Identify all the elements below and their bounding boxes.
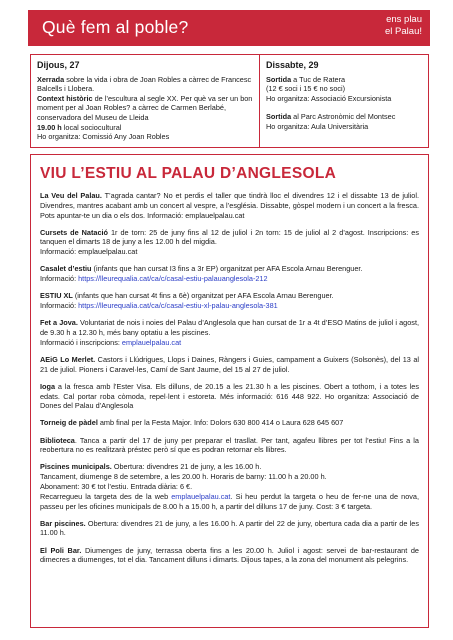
activity-poli-bar [40, 546, 419, 566]
header-tagline [385, 14, 422, 38]
activity-title: Casalet d’estiu [40, 264, 92, 274]
event-organizer: Ho organitza: Comissió Any Joan Robles [37, 132, 170, 142]
tagline-line-1: ens plau [386, 14, 422, 25]
activity-text: Voluntariat de nois i noies del Palau d’Anglesola que han cursat de 1r a 4t d’ESO Matins de juliol i agost, de 9.30 h a 12.30 h, més bany optatiu a les piscines. [40, 318, 420, 337]
activity-fet-a-jova [40, 318, 419, 347]
activity-text: Abonament: 30 € tot l’estiu. Entrada diària: 6 €. [40, 482, 193, 491]
event-item-title: Xerrada [37, 74, 65, 84]
activity-title: Torneig de pàdel [40, 418, 98, 428]
activity-text: a la fresca amb l’Ester Visa. Els dilluns, de 20.15 a les 21.30 h a les piscines. Obert a tothom, i a totes les edats. Cal portar roba còmoda, repel·lent i estoreta. Més informació: 616 448 922. Ho organitza: Associació de Dones del Palau d’Anglesola [40, 381, 419, 411]
activity-info-label: Informació: [40, 274, 79, 284]
activity-text: Obertura: divendres 21 de juny, a les 16.00 h. A partir del 22 de juny, obertura cada dia a partir de les 11.00 h. [40, 518, 419, 538]
activity-text: T’agrada cantar? No et perdis el taller que tindrà lloc el divendres 12 i el dissabte 13 de juliol. Divendres, mantres acabant amb un concert al vespre, a l’església. Dissabte, gòspel modern i un concert a la fresca. Pots apuntar-te un dia o els dos. Informació: emplauelpalau.cat [40, 191, 419, 220]
activity-aeig [40, 355, 419, 375]
event-location: local sociocultural [61, 122, 122, 132]
event-item-text: al Parc Astronòmic del Montsec [291, 112, 396, 122]
activity-title: Fet a Jova. [40, 318, 78, 328]
event-column-thursday [31, 55, 260, 147]
activity-title: AEiG Lo Merlet. [40, 354, 96, 364]
activity-title: El Poli Bar. [40, 545, 82, 555]
activity-title: La Veu del Palau. [40, 191, 102, 200]
activity-casalet [40, 264, 419, 284]
page-header [28, 10, 430, 46]
activity-title: ESTIU XL [40, 291, 73, 301]
section-title: VIU L’ESTIU AL PALAU D’ANGLESOLA [40, 165, 337, 182]
activity-text: Obertura: divendres 21 de juny, a les 16.00 h. [111, 462, 262, 472]
activity-title: Cursets de Natació [40, 227, 109, 237]
event-column-saturday [260, 55, 428, 147]
activity-natacio [40, 228, 419, 257]
activity-text: Recarregueu la targeta des de la web [40, 491, 172, 501]
activity-title: Ioga [40, 381, 55, 391]
event-time-value: 19.00 h [37, 122, 62, 132]
page-title: Què fem al poble? [42, 17, 189, 37]
activity-text: . Tanca a partir del 17 de juny per preparar el trasllat. Per tant, agafeu llibres per tot l’estiu! Fins a la reobertura no es realitzarà préstec però sí que es podran retornar els llibres. [40, 435, 419, 455]
activity-info-label: Informació: [40, 301, 79, 311]
event-item [37, 75, 253, 94]
event-time [37, 123, 253, 133]
event-item [266, 112, 422, 122]
event-day-heading: Dissabte, 29 [266, 60, 319, 70]
activity-text: (infants que han cursat 4t fins a 6è) organitzat per AFA Escola Arnau Berenguer. [72, 291, 334, 301]
events-box [30, 54, 429, 148]
activity-piscines [40, 462, 419, 511]
emplauelpalau-link[interactable]: emplauelpalau.cat [121, 337, 182, 347]
activity-text: amb final per la Festa Major. Info: Dolors 630 800 414 o Laura 628 645 607 [97, 418, 344, 428]
activity-ioga [40, 382, 419, 411]
activity-title: Biblioteca [40, 435, 75, 445]
event-organizer: Ho organitza: Associació Excursionista [266, 93, 392, 103]
event-item-title: Sortida [266, 112, 292, 122]
activity-title: Piscines municipals. [40, 462, 112, 472]
event-item [266, 75, 422, 85]
activity-text: Diumenges de juny, terrassa oberta fins a les 20.00 h. Juliol i agost: servei de bar-restaurant de dimecres a diumenges, tot el dia. Tancament dilluns i dimarts. Dijous tapes, a la zona del monument als pelegrins. [40, 545, 419, 565]
event-item-text: de l’escultura al segle XX. Per què va ser un bon moment per al Joan Robles? a càrrec de Carmen Berlabé, conservadora del Museu de Lleida [37, 93, 253, 122]
casalet-link[interactable]: https://lleurequalia.cat/ca/c/casal-estiu-palauanglesola-212 [78, 274, 268, 284]
activity-text: . Si heu perdut la targeta o heu de fer-ne una de nova, passeu per les oficines municipals de 8.00 h a 15.00 h, a partir del dilluns 17 de juny. Cost: 3 € targeta. [40, 491, 419, 511]
activity-la-veu [40, 191, 419, 220]
activity-biblioteca [40, 436, 419, 456]
activity-text: 1r de torn: 25 de juny fins al 12 de juliol i 2n torn: 15 de juliol al 2 d’agost. Inscripcions: es tanquen el dimarts 18 de juny a les 12.00 h del migdia. [40, 227, 419, 247]
emplauelpalau-link[interactable]: emplauelpalau.cat [171, 491, 231, 501]
event-price: (12 € soci i 15 € no soci) [266, 84, 346, 94]
activity-info-label: Informació i inscripcions: [40, 337, 122, 347]
event-item [37, 94, 253, 123]
event-day-heading: Dijous, 27 [37, 60, 80, 70]
activity-title: Bar piscines. [40, 518, 86, 528]
activity-text: Castors i Llúdrigues, Llops i Daines, Ràngers i Guies, campament a Guixers (Solsonès), del 13 al 21 de juliol. Pioners i Caravel·les, Camí de Sant Jaume, del 15 al 27 de juliol. [40, 354, 419, 374]
tagline-line-2: el Palau! [385, 26, 422, 37]
event-item-text: sobre la vida i obra de Joan Robles a càrrec de Francesc Balcells i Llobera. [37, 74, 252, 94]
event-item-title: Sortida [266, 74, 292, 84]
event-item-title: Context històric [37, 93, 93, 103]
event-item-text: a Tuc de Ratera [291, 74, 346, 84]
event-organizer: Ho organitza: Aula Universitària [266, 121, 369, 131]
activity-bar-piscines [40, 519, 419, 539]
activity-text: (infants que han cursat I3 fins a 3r EP) organitzat per AFA Escola Arnau Berenguer. [91, 264, 363, 274]
summer-activities-box [30, 154, 429, 628]
activity-padel [40, 418, 419, 428]
activity-estiu-xl [40, 291, 419, 311]
activity-text: Tancament, diumenge 8 de setembre, a les 20.00 h. Horaris de barny: 11.00 h a 20.00 h. [40, 472, 327, 482]
activity-info: Informació: emplauelpalau.cat [40, 247, 138, 257]
estiu-xl-link[interactable]: https://lleurequalia.cat/ca/c/casal-estiu-xl-palau-anglesola-381 [78, 301, 278, 311]
